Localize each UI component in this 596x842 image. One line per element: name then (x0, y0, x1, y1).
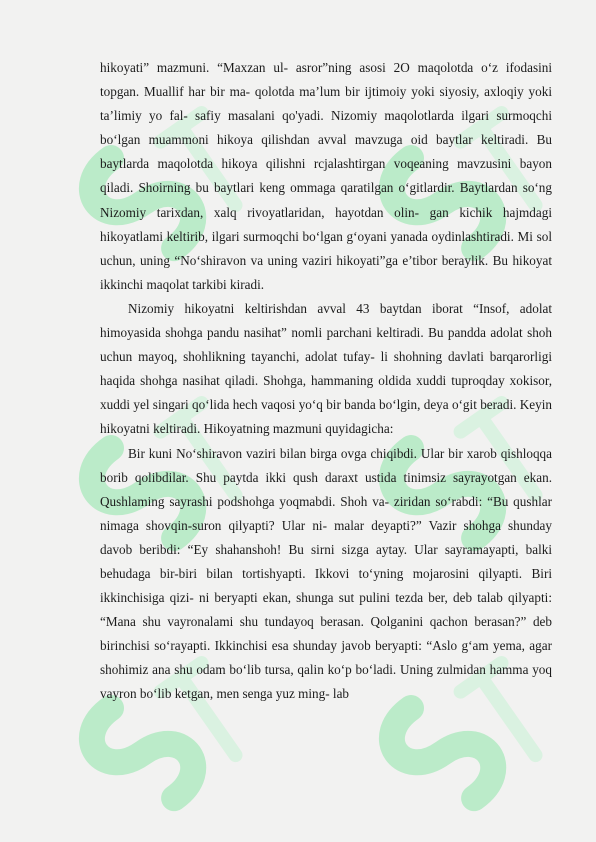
paragraph: hikoyati” mazmuni. “Maxzan ul- asror”ning asosi 2O maqolotda o‘z ifodasini topgan. Muallif har bir ma- qolotda ma’lum bir ijtimoiy yoki siyosiy, axloqiy yoki ta’limiy yo fal- safiy masalani qo'yadi. Nizomiy maqolotlarda ilgari surmoqchi bo‘lgan muammoni hikoya qilishdan avval mavzuga oid baytlar keltiradi. Bu baytlarda maqolotda hikoya qilishni rcjalashtirgan voqeaning mavzusini bayon qiladi. Shoirning bu baytlari keng ommaga qaratilgan o‘gitlardir. Baytlardan so‘ng Nizomiy tarixdan, xalq rivoyatlaridan, hayotdan olin- gan kichik hajmdagi hikoyatlami keltirib, ilgari surmoqchi bo‘lgan g‘oyani yanada oydinlashtiradi. Mi sol uchun, uning “No‘shiravon va uning vaziri hikoyati”ga e’tibor beraylik. Bu hikoyat ikkinchi maqolat tarkibi kiradi. (100, 60, 552, 292)
body-text (100, 56, 552, 707)
paragraph: Nizomiy hikoyatni keltirishdan avval 43 baytdan iborat “Insof, adolat himoyasida shohga pandu nasihat” nomli parchani keltiradi. Bu pandda adolat shoh uchun mayoq, shohlikning tayanchi, adolat tufay- li shohning davlati barqarorligi haqida shohga nasihat qiladi. Shohga, hammaning oldida xuddi tuproqday xokisor, xuddi yel singari qo‘lida hech vaqosi yo‘q bir banda bo‘lgin, deya o‘git beradi. Keyin hikoyatni keltiradi. Hikoyatning mazmuni quyidagicha: (100, 300, 552, 437)
paragraph: Bir kuni No‘shiravon vaziri bilan birga ovga chiqibdi. Ular bir xarob qishloqqa borib qolibdilar. Shu paytda ikki qush daraxt ustida tinimsiz sayrayotgan ekan. Qushlaming sayrashi podshohga yoqmabdi. Shoh va- ziridan so‘rabdi: “Bu qushlar nimaga shovqin-suron qilyapti? Ular ni- malar deyapti?” Vazir shohga shunday davob beribdi: “Ey shahanshoh! Bu sirni sizga aytay. Ular sayramayapti, balki behudaga bir-biri bilan tortishyapti. Ikkovi to‘yning mojarosini qilyapti. Biri ikkinchisiga qizi- ni beryapti ekan, shunga sut pulini tezda ber, deb talab qilyapti: “Mana shu vayronalami shu tundayoq berasan. Qolganini qachon berasan?” deb birinchisi so‘rayapti. Ikkinchisi esa shunday javob beryapti: “Aslo g‘am yema, agar shohimiz ana shu odam bo‘lib tursa, qalin ko‘p bo‘ladi. Uning zulmidan hamma yoq vayron bo‘lib ketgan, men senga yuz ming- lab (100, 445, 552, 702)
